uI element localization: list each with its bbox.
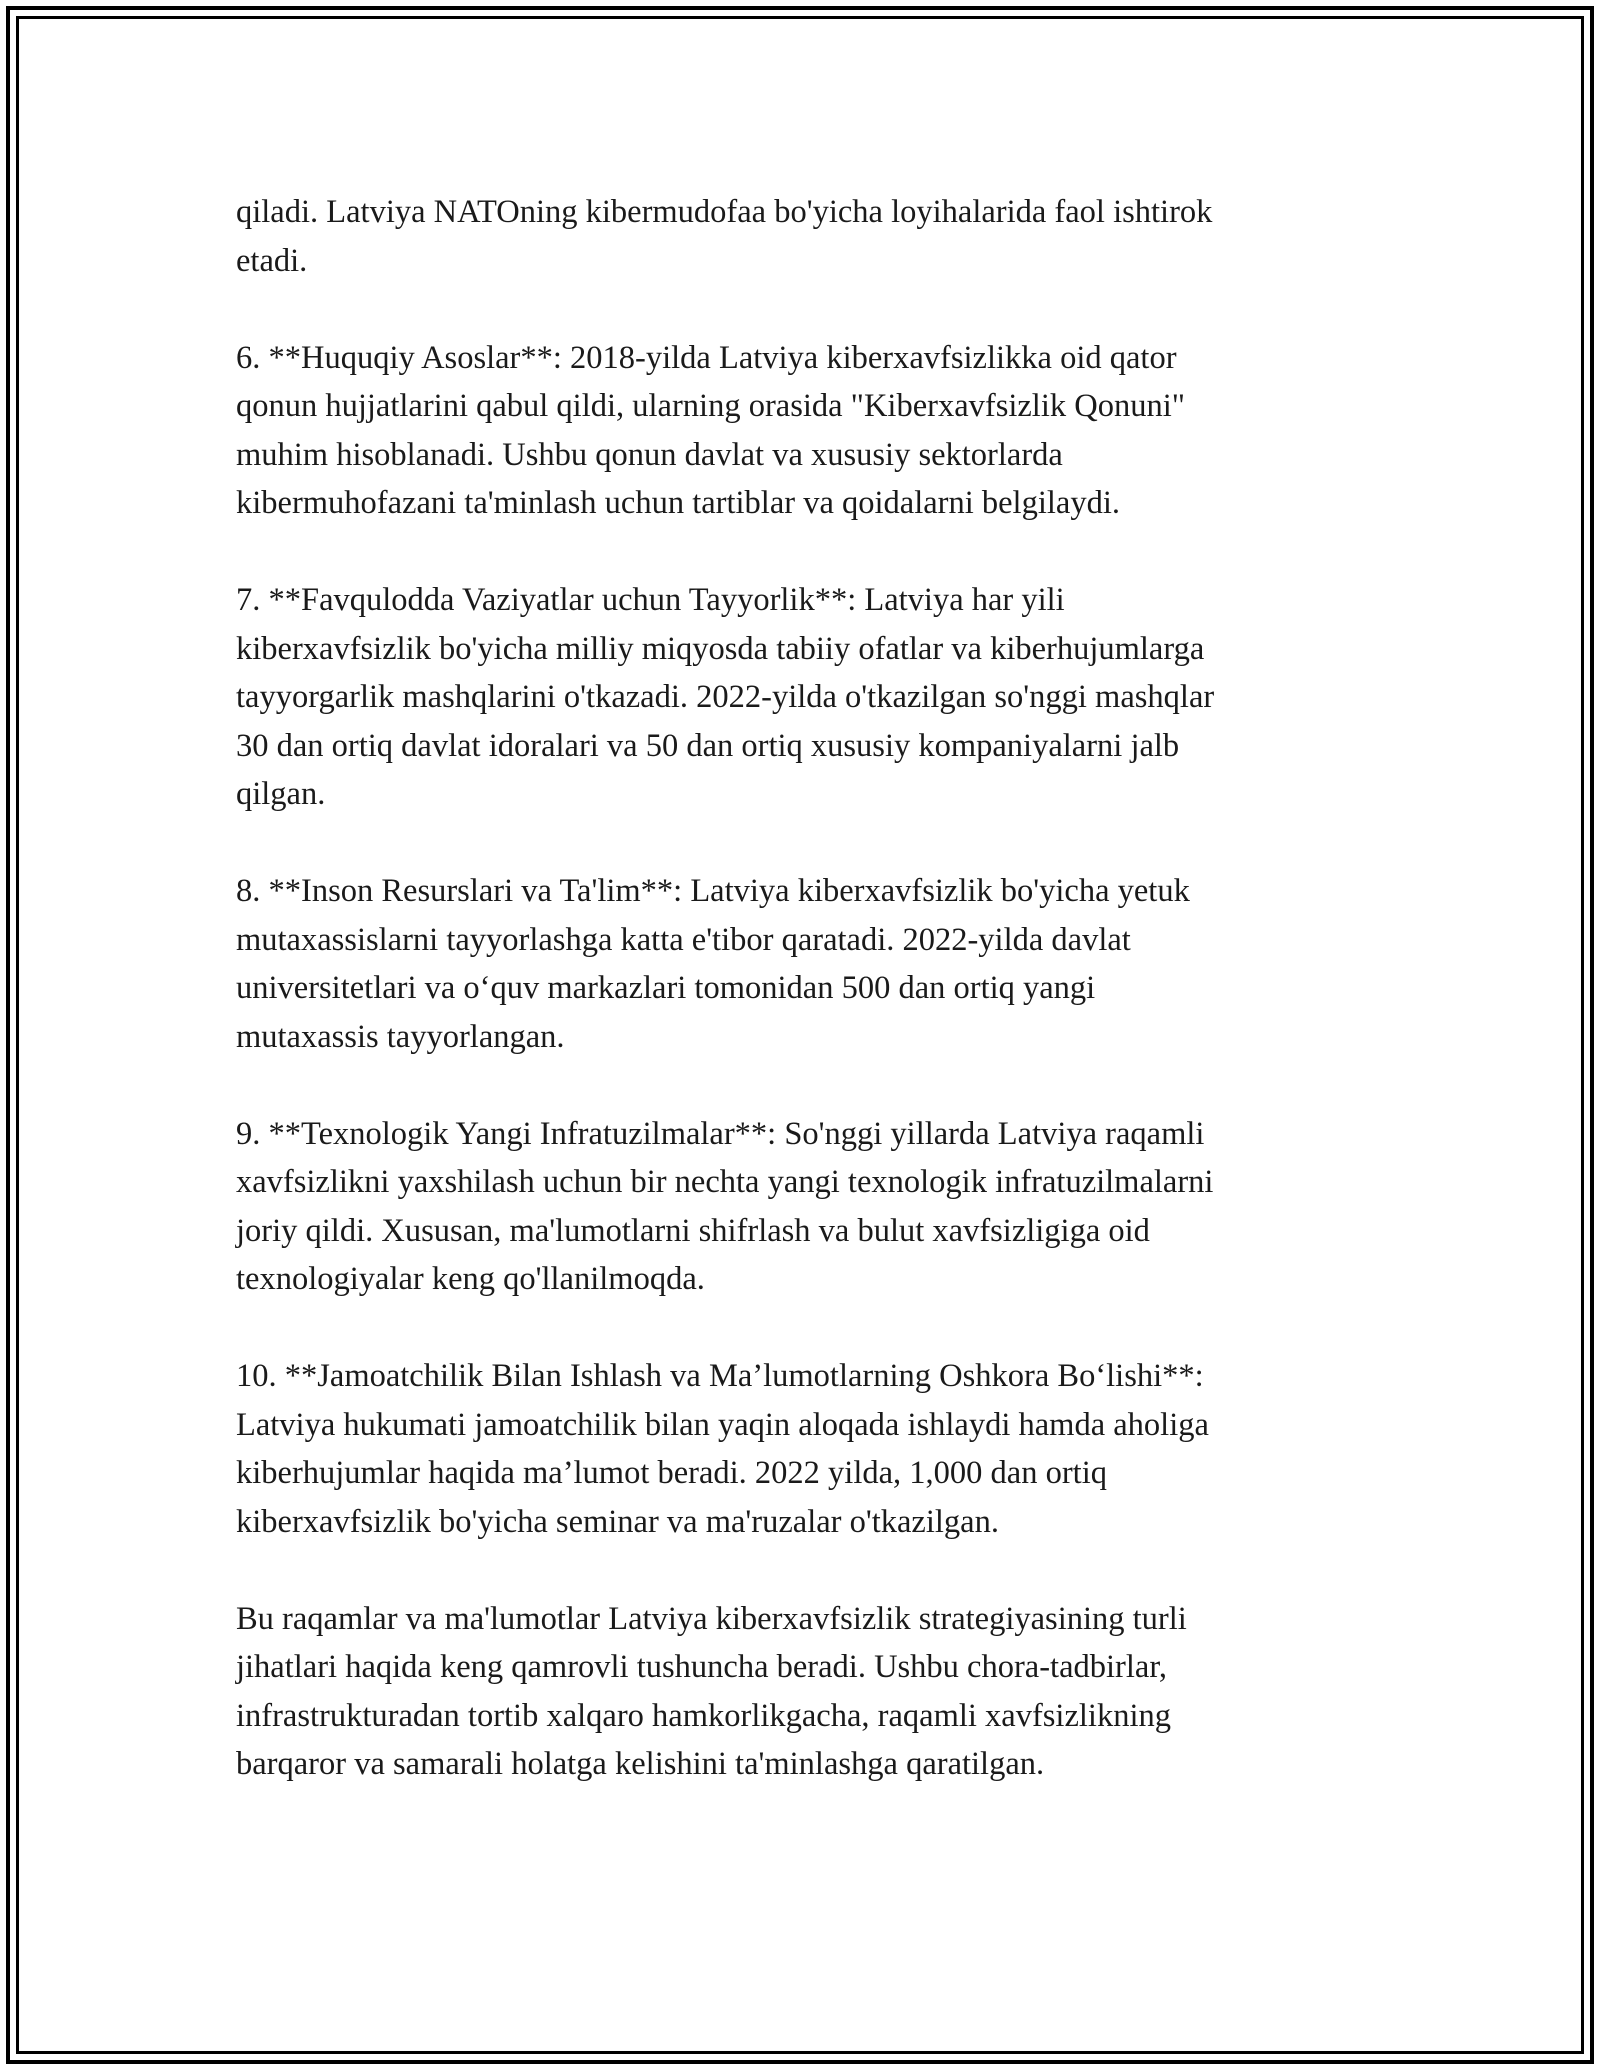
text-line: texnologiyalar keng qo'llanilmoqda. (236, 1261, 705, 1297)
text-line: mutaxassislarni tayyorlashga katta e'tibor qaratadi. 2022-yilda davlat (236, 921, 1131, 958)
paragraph-item-10 (236, 1352, 1366, 1546)
text-line: Bu raqamlar va ma'lumotlar Latviya kiberxavfsizlik strategiyasining turli (236, 1600, 1187, 1637)
text-line: tayyorgarlik mashqlarini o'tkazadi. 2022-yilda o'tkazilgan so'nggi mashqlar (236, 679, 1215, 715)
text-line: kiberxavfsizlik bo'yicha seminar va ma'ruzalar o'tkazilgan. (236, 1503, 999, 1540)
text-line: etadi. (236, 242, 308, 279)
text-line: 9. **Texnologik Yangi Infratuzilmalar**: So'nggi yillarda Latviya raqamli (236, 1115, 1205, 1152)
text-line: kiberhujumlar haqida ma’lumot beradi. 2022 yilda, 1,000 dan ortiq (236, 1455, 1107, 1491)
text-line: jihatlari haqida keng qamrovli tushuncha beradi. Ushbu chora-tadbirlar, (236, 1649, 1167, 1685)
text-line: mutaxassis tayyorlangan. (236, 1018, 565, 1055)
document-body (236, 188, 1366, 1837)
paragraph-item-9 (236, 1110, 1366, 1304)
text-line: qonun hujjatlarini qabul qildi, ularning orasida "Kiberxavfsizlik Qonuni" (236, 388, 1185, 424)
text-line: joriy qildi. Xususan, ma'lumotlarni shifrlash va bulut xavfsizligiga oid (236, 1212, 1150, 1249)
text-line: infrastrukturadan tortib xalqaro hamkorlikgacha, raqamli xavfsizlikning (236, 1697, 1171, 1734)
text-line: 10. **Jamoatchilik Bilan Ishlash va Ma’lumotlarning Oshkora Bo‘lishi**: (236, 1358, 1204, 1394)
text-line: muhim hisoblanadi. Ushbu qonun davlat va xususiy sektorlarda (236, 436, 1063, 473)
paragraph-item-7 (236, 576, 1366, 819)
text-line: qiladi. Latviya NATOning kibermudofaa bo'yicha loyihalarida faol ishtirok (236, 194, 1213, 230)
text-line: 7. **Favqulodda Vaziyatlar uchun Tayyorlik**: Latviya har yili (236, 582, 1065, 618)
text-line: kiberxavfsizlik bo'yicha milliy miqyosda tabiiy ofatlar va kiberhujumlarga (236, 630, 1205, 667)
text-line: Latviya hukumati jamoatchilik bilan yaqin aloqada ishlaydi hamda aholiga (236, 1406, 1209, 1443)
text-line: barqaror va samarali holatga kelishini ta'minlashga qaratilgan. (236, 1746, 1045, 1782)
text-line: universitetlari va o‘quv markazlari tomonidan 500 dan ortiq yangi (236, 970, 1096, 1006)
paragraph-conclusion (236, 1595, 1366, 1789)
paragraph-item-8 (236, 867, 1366, 1061)
text-line: kibermuhofazani ta'minlash uchun tartiblar va qoidalarni belgilaydi. (236, 485, 1120, 521)
text-line: xavfsizlikni yaxshilash uchun bir nechta yangi texnologik infratuzilmalarni (236, 1164, 1214, 1200)
text-line: qilgan. (236, 776, 326, 812)
text-line: 8. **Inson Resurslari va Ta'lim**: Latviya kiberxavfsizlik bo'yicha yetuk (236, 873, 1190, 909)
text-line: 6. **Huquqiy Asoslar**: 2018-yilda Latviya kiberxavfsizlikka oid qator (236, 339, 1177, 376)
text-line: 30 dan ortiq davlat idoralari va 50 dan ortiq xususiy kompaniyalarni jalb (236, 727, 1180, 764)
paragraph-intro-continuation (236, 188, 1366, 285)
paragraph-item-6 (236, 334, 1366, 528)
